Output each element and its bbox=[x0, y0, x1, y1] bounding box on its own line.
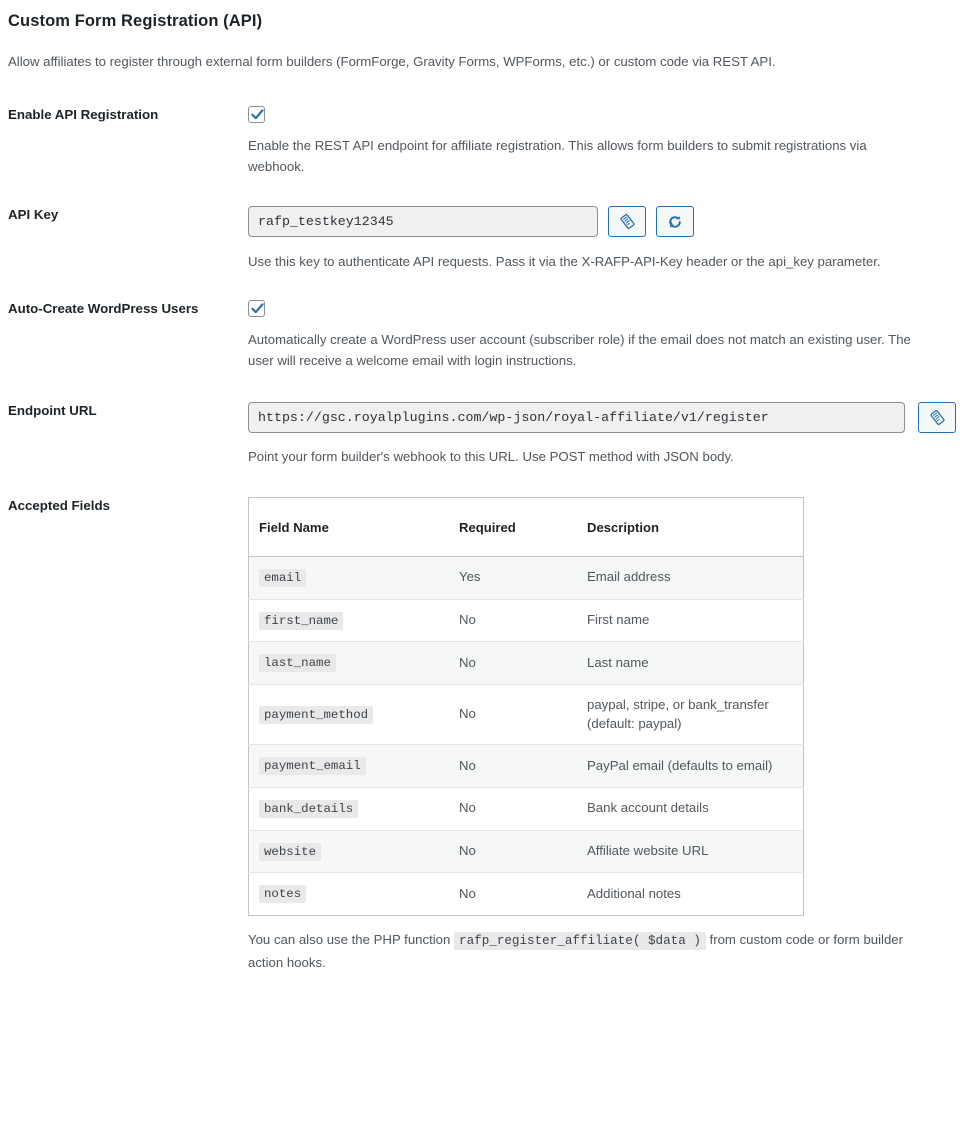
cell-description: PayPal email (defaults to email) bbox=[577, 745, 804, 788]
cell-required: No bbox=[449, 787, 577, 830]
help-enable-api-registration: Enable the REST API endpoint for affiliate registration. This allows form builders to submit registrations via webhook. bbox=[248, 138, 867, 175]
column-header-field-name: Field Name bbox=[249, 498, 450, 557]
table-header-row bbox=[249, 498, 804, 557]
page-title: Custom Form Registration (API) bbox=[8, 12, 263, 30]
field-enable-api-registration bbox=[248, 106, 960, 178]
table-row bbox=[249, 642, 804, 685]
label-accepted-fields: Accepted Fields bbox=[8, 498, 110, 513]
help-endpoint-url: Point your form builder's webhook to this URL. Use POST method with JSON body. bbox=[248, 449, 734, 464]
cell-required: No bbox=[449, 745, 577, 788]
php-note-after: from custom code or form builder action hooks. bbox=[248, 931, 904, 971]
cell-field-name bbox=[249, 599, 450, 642]
refresh-icon bbox=[667, 214, 683, 230]
cell-description: First name bbox=[577, 599, 804, 642]
copy-endpoint-url-button[interactable] bbox=[918, 402, 956, 433]
field-name-code: notes bbox=[259, 885, 306, 903]
column-header-required: Required bbox=[449, 498, 577, 557]
label-endpoint-url: Endpoint URL bbox=[8, 403, 97, 418]
copy-icon bbox=[929, 409, 946, 426]
table-row bbox=[249, 873, 804, 916]
field-auto-create-wordpress-users bbox=[248, 300, 960, 372]
column-header-description: Description bbox=[577, 498, 804, 557]
table-row bbox=[249, 745, 804, 788]
accepted-fields-table bbox=[248, 497, 804, 916]
cell-required: No bbox=[449, 830, 577, 873]
field-api-key bbox=[248, 206, 960, 272]
help-api-key: Use this key to authenticate API requests. Pass it via the X-RAFP-API-Key header or the api_key parameter. bbox=[248, 254, 881, 269]
cell-required: No bbox=[459, 885, 476, 901]
cell-field-name bbox=[249, 787, 450, 830]
table-body bbox=[249, 557, 804, 916]
php-note-before: You can also use the PHP function bbox=[248, 931, 451, 947]
endpoint-url-input[interactable]: https://gsc.royalplugins.com/wp-json/royal-affiliate/v1/register bbox=[248, 402, 905, 433]
copy-icon bbox=[619, 213, 636, 230]
cell-field-name bbox=[249, 873, 450, 916]
enable-api-registration-checkbox[interactable] bbox=[248, 106, 265, 123]
cell-required: No bbox=[449, 684, 577, 744]
copy-api-key-button[interactable] bbox=[608, 206, 646, 237]
cell-required: No bbox=[449, 642, 577, 685]
field-accepted-fields bbox=[248, 497, 960, 975]
cell-description: Additional notes bbox=[587, 885, 681, 901]
cell-field-name bbox=[249, 684, 450, 744]
cell-description: paypal, stripe, or bank_transfer (default: paypal) bbox=[577, 684, 804, 744]
table-head bbox=[249, 498, 804, 557]
cell-description: Last name bbox=[577, 642, 804, 685]
label-api-key: API Key bbox=[8, 207, 59, 222]
cell-field-name bbox=[249, 557, 450, 600]
cell-description: Affiliate website URL bbox=[577, 830, 804, 873]
field-name-code: payment_method bbox=[259, 706, 373, 724]
cell-field-name bbox=[249, 642, 450, 685]
table-row bbox=[249, 599, 804, 642]
php-function-note bbox=[248, 929, 928, 975]
field-name-code: email bbox=[259, 569, 306, 587]
field-name-code: first_name bbox=[259, 612, 343, 630]
label-enable-api-registration: Enable API Registration bbox=[8, 107, 159, 122]
field-name-code: bank_details bbox=[259, 800, 358, 818]
field-name-code: payment_email bbox=[259, 757, 366, 775]
cell-description: Email address bbox=[577, 557, 804, 600]
table-row bbox=[249, 684, 804, 744]
label-auto-create-wordpress-users: Auto-Create WordPress Users bbox=[8, 301, 199, 316]
cell-required: Yes bbox=[449, 557, 577, 600]
field-name-code: website bbox=[259, 843, 321, 861]
php-function-code: rafp_register_affiliate( $data ) bbox=[454, 932, 706, 950]
page-description: Allow affiliates to register through external form builders (FormForge, Gravity Forms, WPForms, etc.) or custom code via REST API. bbox=[8, 54, 776, 69]
regenerate-api-key-button[interactable] bbox=[656, 206, 694, 237]
table-row bbox=[249, 830, 804, 873]
cell-description: Bank account details bbox=[577, 787, 804, 830]
api-key-input[interactable]: rafp_testkey12345 bbox=[248, 206, 598, 237]
cell-field-name bbox=[249, 745, 450, 788]
help-auto-create-wordpress-users: Automatically create a WordPress user account (subscriber role) if the email does not match an existing user. The user will receive a welcome email with login instructions. bbox=[248, 332, 911, 369]
table-row bbox=[249, 557, 804, 600]
table-row bbox=[249, 787, 804, 830]
cell-required: No bbox=[449, 599, 577, 642]
auto-create-wordpress-users-checkbox[interactable] bbox=[248, 300, 265, 317]
field-name-code: last_name bbox=[259, 654, 336, 672]
cell-field-name bbox=[249, 830, 450, 873]
field-endpoint-url bbox=[248, 402, 960, 467]
